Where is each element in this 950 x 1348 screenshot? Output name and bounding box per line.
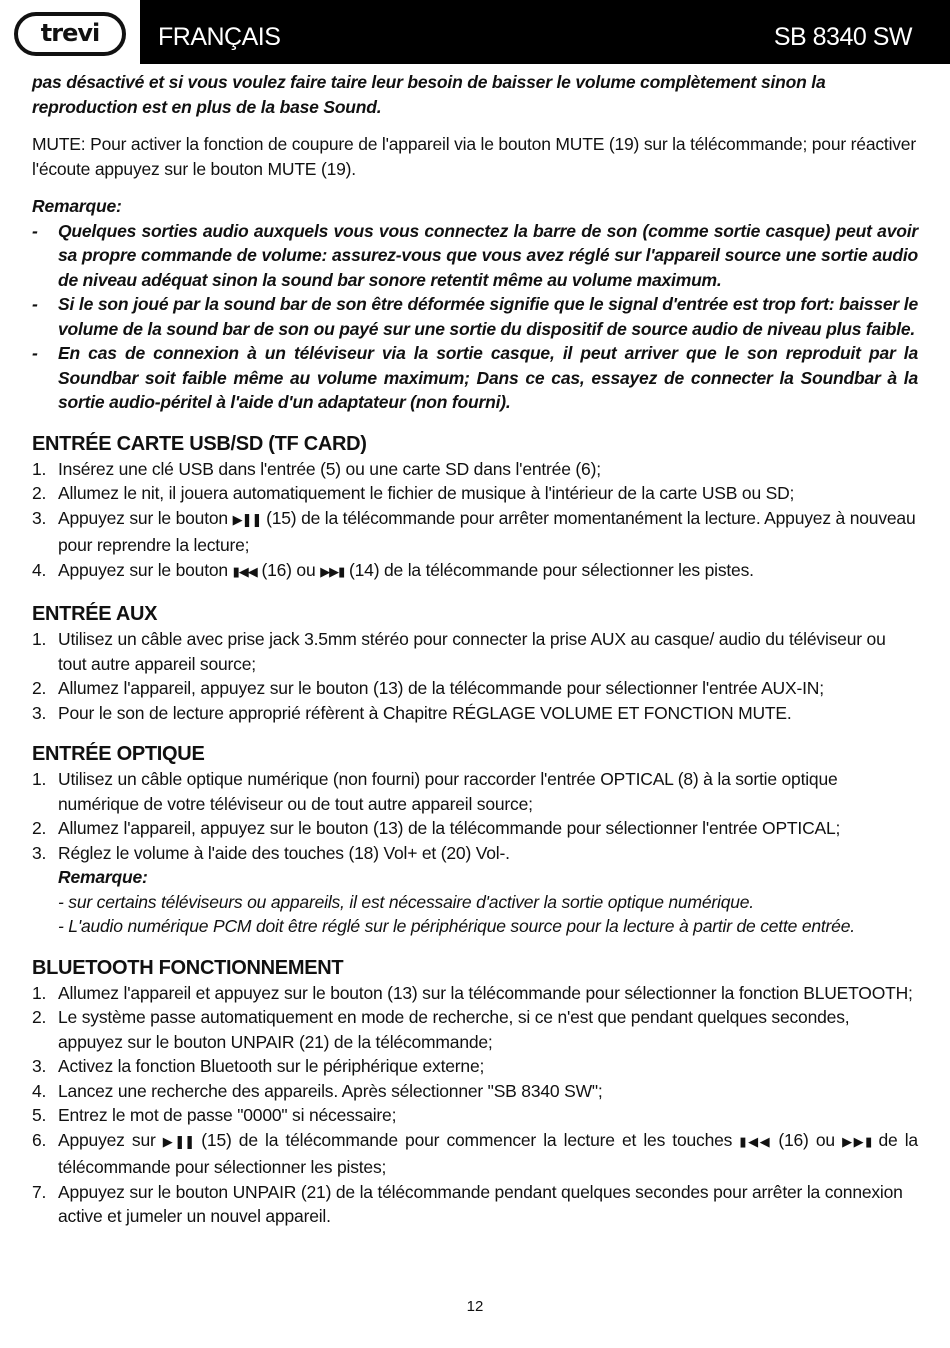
remark-item: - En cas de connexion à un téléviseur via la sortie casque, il peut arriver que le son reproduit par la Soundbar soit faible même au volume maximum; Dans ce cas, essayez de connecter la Soundbar à la sortie audio-péritel à l'aide d'un adaptateur (non fourni). (32, 343, 918, 412)
list-item: 3. Activez la fonction Bluetooth sur le périphérique externe; (32, 1056, 485, 1076)
list-item: 1. Utilisez un câble avec prise jack 3.5mm stéréo pour connecter la prise AUX au casque/ audio du téléviseur ou tout autre appareil source; (32, 629, 886, 674)
remark-item: - Si le son joué par la sound bar de son être déformée signifie que le signal d'entrée est trop fort: baisser le volume de la sound bar de son ou payé sur une sortie du dispositif de source audio de niveau plus faible. (32, 294, 918, 339)
section-title-usb: ENTRÉE CARTE USB/SD (TF CARD) (32, 432, 367, 455)
header-bar (140, 0, 950, 64)
optical-remark: - L'audio numérique PCM doit être réglé sur le périphérique source pour la lecture à partir de cette entrée. (58, 916, 855, 936)
logo-text: trevi (40, 18, 100, 47)
optical-remark: - sur certains téléviseurs ou appareils, il est nécessaire d'activer la sortie optique numérique. (58, 891, 754, 912)
list-item: 3. Réglez le volume à l'aide des touches (18) Vol+ et (20) Vol-. (32, 842, 510, 863)
section-title-optical: ENTRÉE OPTIQUE (32, 743, 205, 765)
optical-remarks (32, 865, 918, 939)
list-item: 2. Le système passe automatiquement en mode de recherche, si ce n'est que pendant quelques secondes, appuyez sur le bouton UNPAIR (21) de la télécommande; (32, 1007, 850, 1052)
language-label: FRANÇAIS (158, 23, 281, 51)
bluetooth-steps (32, 981, 918, 1229)
intro-continuation: pas désactivé et si vous voulez faire taire leur besoin de baisser le volume complètement sinon la reproduction est en plus de la base Sound. (32, 72, 826, 117)
remark-title: Remarque: (32, 196, 122, 216)
mute-paragraph: MUTE: Pour activer la fonction de coupure de l'appareil via le bouton MUTE (19) sur la télécommande; pour réactiver l'écoute appuyez sur le bouton MUTE (19). (32, 134, 916, 179)
optical-remark-title: Remarque: (58, 867, 148, 887)
list-item: 3. Appuyez sur le bouton ▶❚❚ (15) de la télécommande pour arrêter momentanément la lecture. Appuyez à nouveau pour reprendre la lecture; (32, 507, 916, 555)
list-item: 2. Allumez l'appareil, appuyez sur le bouton (13) de la télécommande pour sélectionner l'entrée OPTICAL; (32, 818, 841, 838)
list-item: 1. Utilisez un câble optique numérique (non fourni) pour raccorder l'entrée OPTICAL (8) à la sortie optique numérique de votre téléviseur ou de tout autre appareil source; (32, 769, 838, 814)
page-content (32, 70, 918, 1229)
play-pause-icon: ▶❚❚ (232, 512, 262, 528)
list-item: 7. Appuyez sur le bouton UNPAIR (21) de la télécommande pendant quelques secondes pour arrêter la connexion active et jumeler un nouvel appareil. (32, 1181, 903, 1226)
page-number: 12 (466, 1298, 484, 1315)
list-item: 1. Insérez une clé USB dans l'entrée (5) ou une carte SD dans l'entrée (6); (32, 458, 601, 479)
list-item: 3. Pour le son de lecture approprié réfèrent à Chapitre RÉGLAGE VOLUME ET FONCTION MUTE. (32, 702, 792, 723)
optical-steps (32, 767, 918, 865)
list-item: 2. Allumez le nit, il jouera automatiquement le fichier de musique à l'intérieur de la carte USB ou SD; (32, 483, 795, 503)
usb-steps (32, 457, 918, 586)
page-header (0, 0, 950, 64)
previous-icon: ▮◀◀ (232, 564, 257, 580)
list-item: 4. Appuyez sur le bouton ▮◀◀ (16) ou ▶▶▮ (14) de la télécommande pour sélectionner les pistes. (32, 559, 754, 580)
model-label: SB 8340 SW (773, 23, 912, 51)
list-item: 6. Appuyez sur ▶❚❚ (15) de la télécommande pour commencer la lecture et les touches ▮◀◀ (16) ou ▶▶▮ de la télécommande pour sélectionner les pistes; (32, 1129, 918, 1177)
section-title-bluetooth: BLUETOOTH FONCTIONNEMENT (32, 956, 344, 979)
play-pause-icon: ▶❚❚ (162, 1134, 195, 1150)
list-item: 1. Allumez l'appareil et appuyez sur le bouton (13) sur la télécommande pour sélectionner la fonction BLUETOOTH; (32, 982, 913, 1003)
remark-item: - Quelques sorties audio auxquels vous vous connectez la barre de son (comme sortie casque) peut avoir sa propre commande de volume: assurez-vous que vous avez réglé sur l'appareil source une sortie audio de niveau adéquat sinon la sound bar sonore retentit même au volume maximum. (32, 220, 918, 290)
trevi-logo (14, 12, 126, 56)
aux-steps (32, 627, 918, 725)
section-title-aux: ENTRÉE AUX (32, 603, 158, 625)
list-item: 2. Allumez l'appareil, appuyez sur le bouton (13) de la télécommande pour sélectionner l'entrée AUX-IN; (32, 678, 824, 698)
list-item: 4. Lancez une recherche des appareils. Après sélectionner "SB 8340 SW"; (32, 1080, 603, 1101)
remark-list (32, 219, 918, 415)
previous-icon: ▮◀◀ (739, 1134, 772, 1150)
next-icon: ▶▶▮ (842, 1134, 872, 1150)
next-icon: ▶▶▮ (320, 564, 345, 580)
list-item: 5. Entrez le mot de passe "0000" si nécessaire; (32, 1105, 397, 1125)
